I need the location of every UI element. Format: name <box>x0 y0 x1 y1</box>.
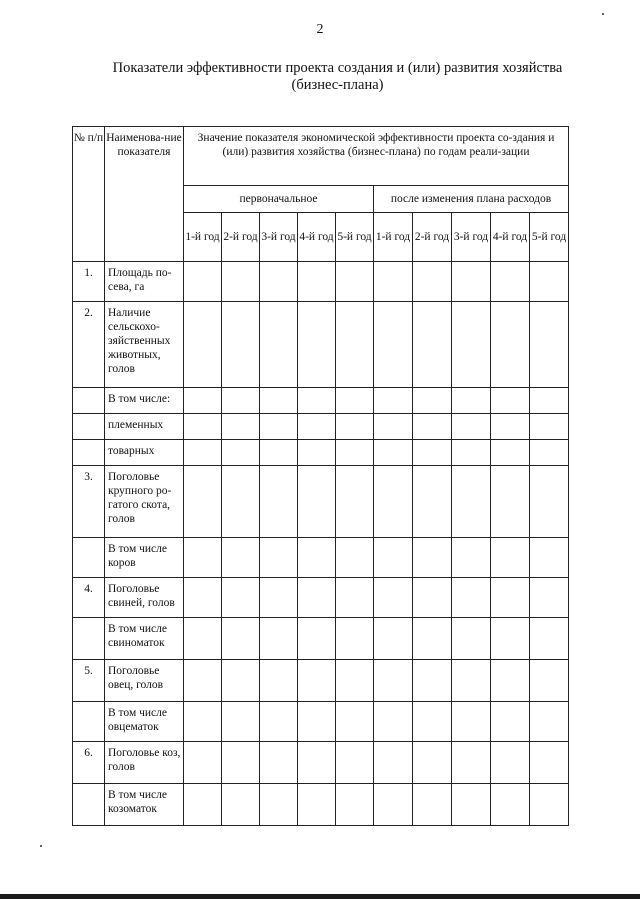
value-cell <box>298 578 336 618</box>
value-cell <box>413 702 452 742</box>
value-cell <box>491 388 530 414</box>
value-cell <box>184 262 222 302</box>
indicators-table-wrapper <box>72 126 569 826</box>
value-cell <box>260 466 298 538</box>
table-row <box>73 466 569 538</box>
value-cell <box>413 388 452 414</box>
table-row <box>73 660 569 702</box>
row-indicator-name: товарных <box>105 440 184 466</box>
value-cell <box>530 538 569 578</box>
value-cell <box>298 742 336 784</box>
header-row-1 <box>73 127 569 186</box>
value-cell <box>491 618 530 660</box>
header-year-after-1: 1-й год <box>374 213 413 262</box>
value-cell <box>222 784 260 826</box>
value-cell <box>530 414 569 440</box>
row-number: 6. <box>73 742 105 784</box>
row-indicator-name: Поголовье крупного ро-гатого скота, голов <box>105 466 184 538</box>
value-cell <box>374 440 413 466</box>
row-number <box>73 440 105 466</box>
value-cell <box>374 302 413 388</box>
value-cell <box>491 702 530 742</box>
value-cell <box>222 262 260 302</box>
value-cell <box>491 660 530 702</box>
value-cell <box>336 466 374 538</box>
value-cell <box>413 578 452 618</box>
value-cell <box>374 466 413 538</box>
value-cell <box>452 538 491 578</box>
value-cell <box>530 784 569 826</box>
header-year-initial-1: 1-й год <box>184 213 222 262</box>
value-cell <box>530 578 569 618</box>
table-row <box>73 414 569 440</box>
value-cell <box>184 784 222 826</box>
value-cell <box>184 388 222 414</box>
value-cell <box>374 262 413 302</box>
value-cell <box>184 538 222 578</box>
value-cell <box>491 262 530 302</box>
value-cell <box>530 742 569 784</box>
row-number <box>73 538 105 578</box>
value-cell <box>260 660 298 702</box>
header-year-initial-3: 3-й год <box>260 213 298 262</box>
value-cell <box>222 466 260 538</box>
page-title <box>60 60 615 94</box>
value-cell <box>298 440 336 466</box>
header-year-initial-2: 2-й год <box>222 213 260 262</box>
value-cell <box>184 466 222 538</box>
value-cell <box>260 302 298 388</box>
header-year-after-5: 5-й год <box>530 213 569 262</box>
value-cell <box>222 578 260 618</box>
row-indicator-name: В том числе: <box>105 388 184 414</box>
title-line-1: Показатели эффективности проекта создания и (или) развития хозяйства <box>112 60 563 76</box>
value-cell <box>491 466 530 538</box>
row-indicator-name: племенных <box>105 414 184 440</box>
value-cell <box>336 702 374 742</box>
value-cell <box>336 742 374 784</box>
row-indicator-name: Поголовье свиней, голов <box>105 578 184 618</box>
row-indicator-name: В том числе козоматок <box>105 784 184 826</box>
value-cell <box>530 466 569 538</box>
value-cell <box>336 784 374 826</box>
table-row <box>73 388 569 414</box>
value-cell <box>298 388 336 414</box>
value-cell <box>222 742 260 784</box>
value-cell <box>413 466 452 538</box>
table-row <box>73 618 569 660</box>
value-cell <box>530 660 569 702</box>
row-indicator-name: В том числе свиноматок <box>105 618 184 660</box>
value-cell <box>298 702 336 742</box>
value-cell <box>413 440 452 466</box>
row-number <box>73 618 105 660</box>
table-row <box>73 784 569 826</box>
value-cell <box>413 302 452 388</box>
scan-speck <box>602 13 604 15</box>
header-value: Значение показателя экономической эффективности проекта со-здания и (или) развития хозяйства (бизнес-плана) по годам реали-зации <box>184 127 569 186</box>
header-after-change: после изменения плана расходов <box>374 186 569 213</box>
value-cell <box>222 660 260 702</box>
value-cell <box>530 618 569 660</box>
value-cell <box>260 784 298 826</box>
value-cell <box>452 414 491 440</box>
value-cell <box>452 618 491 660</box>
row-number: 2. <box>73 302 105 388</box>
value-cell <box>336 262 374 302</box>
value-cell <box>298 414 336 440</box>
value-cell <box>413 618 452 660</box>
value-cell <box>374 660 413 702</box>
value-cell <box>530 262 569 302</box>
value-cell <box>491 538 530 578</box>
value-cell <box>184 578 222 618</box>
value-cell <box>184 618 222 660</box>
table-body <box>73 262 569 826</box>
value-cell <box>336 578 374 618</box>
value-cell <box>222 414 260 440</box>
value-cell <box>184 702 222 742</box>
value-cell <box>374 538 413 578</box>
value-cell <box>260 414 298 440</box>
row-number: 4. <box>73 578 105 618</box>
value-cell <box>222 302 260 388</box>
header-year-after-4: 4-й год <box>491 213 530 262</box>
value-cell <box>491 742 530 784</box>
value-cell <box>530 388 569 414</box>
page-number: 2 <box>316 22 324 37</box>
value-cell <box>452 262 491 302</box>
row-indicator-name: В том числе овцематок <box>105 702 184 742</box>
value-cell <box>491 414 530 440</box>
row-number: 1. <box>73 262 105 302</box>
value-cell <box>374 702 413 742</box>
value-cell <box>530 302 569 388</box>
value-cell <box>184 414 222 440</box>
value-cell <box>374 742 413 784</box>
value-cell <box>452 784 491 826</box>
header-year-after-3: 3-й год <box>452 213 491 262</box>
value-cell <box>452 578 491 618</box>
value-cell <box>336 538 374 578</box>
value-cell <box>184 742 222 784</box>
value-cell <box>452 702 491 742</box>
table-row <box>73 262 569 302</box>
value-cell <box>530 702 569 742</box>
value-cell <box>260 702 298 742</box>
value-cell <box>184 302 222 388</box>
value-cell <box>374 414 413 440</box>
table-row <box>73 702 569 742</box>
value-cell <box>222 618 260 660</box>
value-cell <box>413 262 452 302</box>
value-cell <box>298 784 336 826</box>
value-cell <box>260 538 298 578</box>
value-cell <box>413 784 452 826</box>
value-cell <box>298 302 336 388</box>
value-cell <box>336 302 374 388</box>
value-cell <box>452 660 491 702</box>
value-cell <box>336 618 374 660</box>
value-cell <box>413 660 452 702</box>
table-row <box>73 538 569 578</box>
value-cell <box>222 538 260 578</box>
header-num: № п/п <box>73 127 105 262</box>
table-row <box>73 302 569 388</box>
value-cell <box>413 538 452 578</box>
row-indicator-name: В том числе коров <box>105 538 184 578</box>
value-cell <box>374 784 413 826</box>
scan-speck <box>40 845 42 847</box>
row-number <box>73 414 105 440</box>
header-year-initial-4: 4-й год <box>298 213 336 262</box>
value-cell <box>260 388 298 414</box>
row-indicator-name: Площадь по-сева, га <box>105 262 184 302</box>
value-cell <box>374 618 413 660</box>
value-cell <box>184 660 222 702</box>
header-year-initial-5: 5-й год <box>336 213 374 262</box>
row-indicator-name: Поголовье овец, голов <box>105 660 184 702</box>
row-number <box>73 388 105 414</box>
value-cell <box>222 388 260 414</box>
indicators-table <box>72 126 569 826</box>
value-cell <box>260 262 298 302</box>
row-indicator-name: Наличие сельскохо-зяйственных животных, голов <box>105 302 184 388</box>
row-number <box>73 784 105 826</box>
value-cell <box>491 302 530 388</box>
value-cell <box>491 440 530 466</box>
value-cell <box>298 262 336 302</box>
table-row <box>73 742 569 784</box>
value-cell <box>452 440 491 466</box>
header-initial: первоначальное <box>184 186 374 213</box>
value-cell <box>374 388 413 414</box>
value-cell <box>336 660 374 702</box>
value-cell <box>452 466 491 538</box>
value-cell <box>336 414 374 440</box>
value-cell <box>260 440 298 466</box>
value-cell <box>491 578 530 618</box>
value-cell <box>184 440 222 466</box>
value-cell <box>530 440 569 466</box>
table-row <box>73 440 569 466</box>
value-cell <box>298 466 336 538</box>
value-cell <box>298 660 336 702</box>
value-cell <box>298 618 336 660</box>
value-cell <box>452 388 491 414</box>
value-cell <box>222 440 260 466</box>
table-header <box>73 127 569 262</box>
value-cell <box>260 578 298 618</box>
scan-bottom-edge <box>0 894 640 899</box>
table-row <box>73 578 569 618</box>
row-number <box>73 702 105 742</box>
value-cell <box>413 742 452 784</box>
value-cell <box>260 618 298 660</box>
value-cell <box>452 302 491 388</box>
value-cell <box>413 414 452 440</box>
value-cell <box>452 742 491 784</box>
value-cell <box>336 388 374 414</box>
row-indicator-name: Поголовье коз, голов <box>105 742 184 784</box>
header-year-after-2: 2-й год <box>413 213 452 262</box>
title-line-2: (бизнес-плана) <box>291 77 384 93</box>
row-number: 3. <box>73 466 105 538</box>
value-cell <box>298 538 336 578</box>
value-cell <box>491 784 530 826</box>
value-cell <box>260 742 298 784</box>
value-cell <box>222 702 260 742</box>
header-name: Наименова-ние показателя <box>105 127 184 262</box>
row-number: 5. <box>73 660 105 702</box>
value-cell <box>374 578 413 618</box>
value-cell <box>336 440 374 466</box>
